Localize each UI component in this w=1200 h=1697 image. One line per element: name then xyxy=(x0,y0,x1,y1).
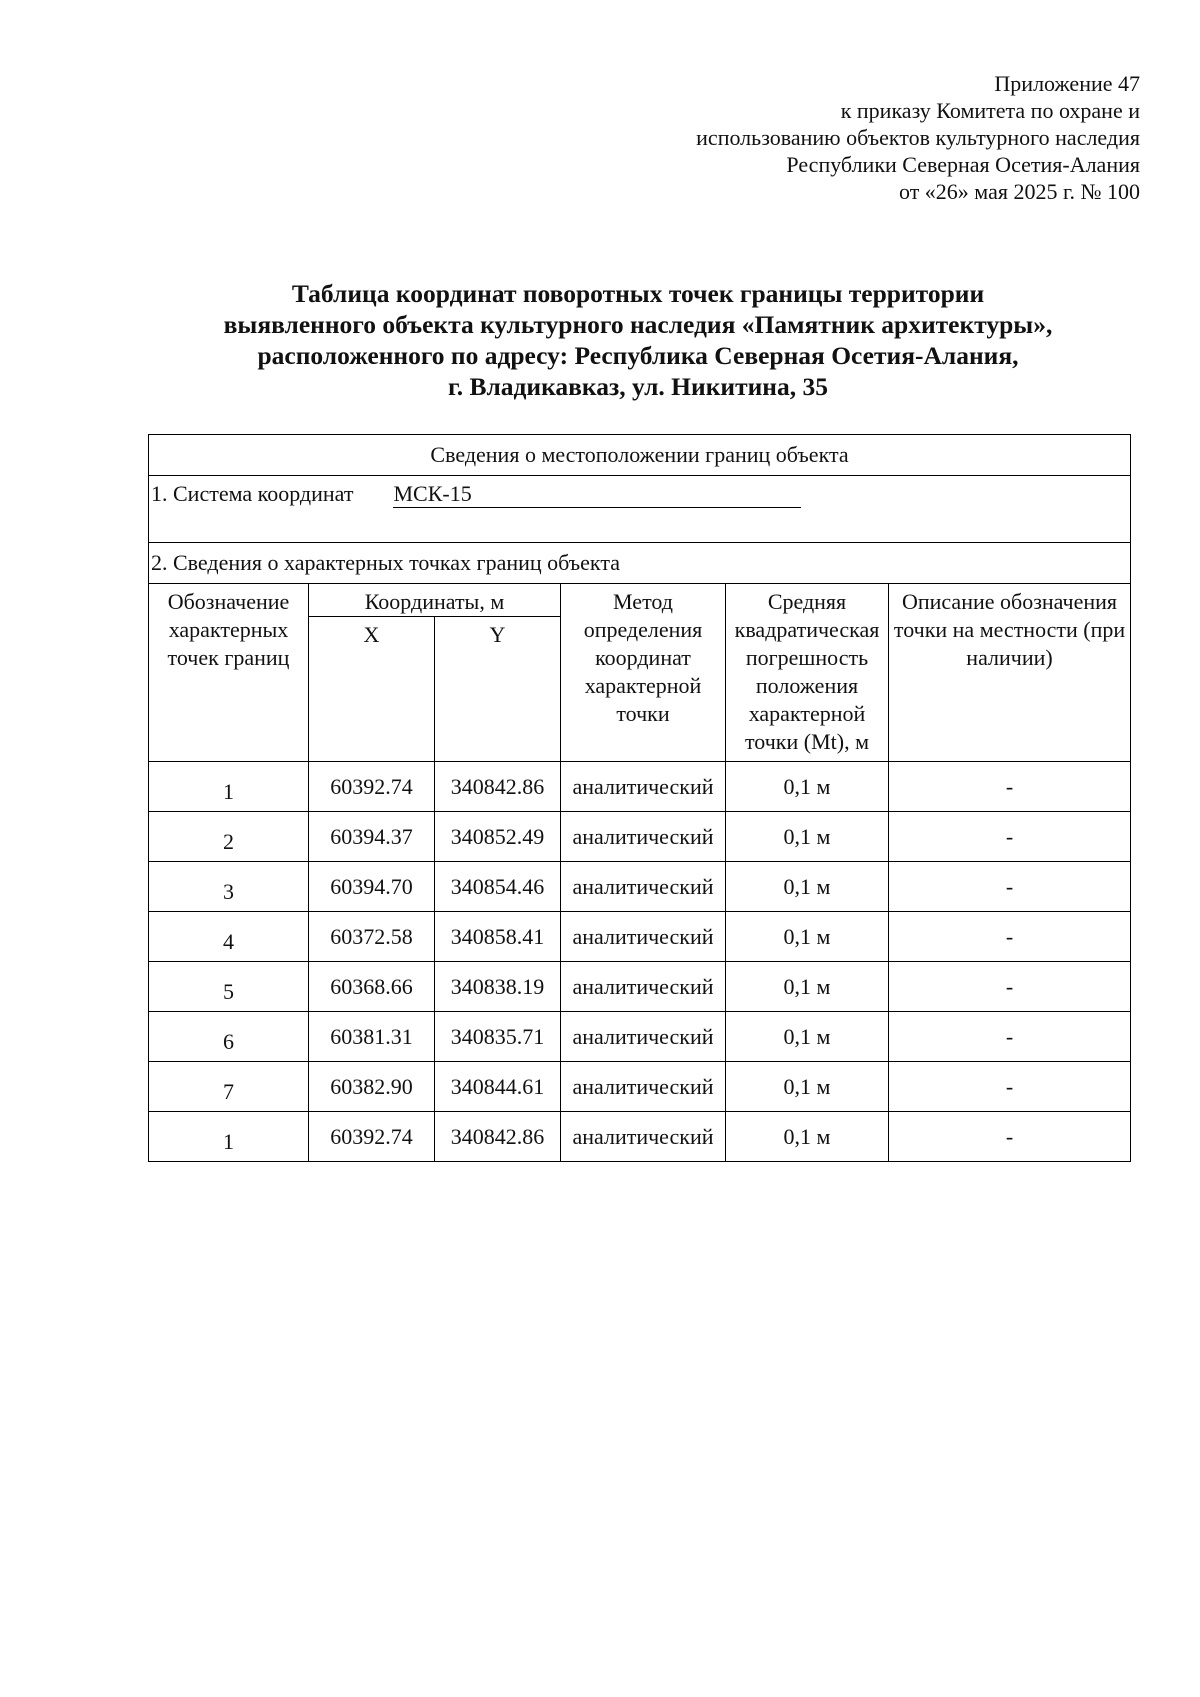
cell-error: 0,1 м xyxy=(726,1062,889,1112)
cell-description: - xyxy=(889,962,1131,1012)
cell-description: - xyxy=(889,812,1131,862)
cell-method: аналитический xyxy=(561,762,726,812)
coord-system-row xyxy=(149,476,1131,543)
table-row xyxy=(149,962,1131,1012)
title-line: выявленного объекта культурного наследия «Памятник архитектуры», xyxy=(223,310,1053,339)
document-title xyxy=(140,278,1136,402)
table-row xyxy=(149,912,1131,962)
cell-error: 0,1 м xyxy=(726,912,889,962)
cell-error: 0,1 м xyxy=(726,1012,889,1062)
appendix-line: к приказу Комитета по охране и xyxy=(840,98,1140,123)
section-header: Сведения о местоположении границ объекта xyxy=(149,435,1131,476)
cell-point: 2 xyxy=(149,812,309,862)
col-coordinates-header: Координаты, м xyxy=(309,584,561,617)
title-line: г. Владикавказ, ул. Никитина, 35 xyxy=(448,372,828,401)
cell-y: 340844.61 xyxy=(435,1062,561,1112)
cell-x: 60394.70 xyxy=(309,862,435,912)
cell-description: - xyxy=(889,1012,1131,1062)
cell-method: аналитический xyxy=(561,812,726,862)
cell-description: - xyxy=(889,912,1131,962)
col-error-header: Средняя квадратическая погрешность положения характерной точки (Mt), м xyxy=(726,584,889,762)
table-row xyxy=(149,812,1131,862)
table-row xyxy=(149,762,1131,812)
col-y-header: Y xyxy=(435,617,561,762)
cell-error: 0,1 м xyxy=(726,862,889,912)
cell-x: 60392.74 xyxy=(309,762,435,812)
cell-y: 340842.86 xyxy=(435,762,561,812)
cell-point: 1 xyxy=(149,762,309,812)
cell-method: аналитический xyxy=(561,912,726,962)
cell-y: 340858.41 xyxy=(435,912,561,962)
cell-point: 5 xyxy=(149,962,309,1012)
table-row xyxy=(149,862,1131,912)
cell-method: аналитический xyxy=(561,1012,726,1062)
appendix-line: Республики Северная Осетия-Алания xyxy=(786,152,1140,177)
appendix-line: использованию объектов культурного наследия xyxy=(696,125,1140,150)
cell-error: 0,1 м xyxy=(726,762,889,812)
coordinates-table xyxy=(148,434,1131,1162)
cell-method: аналитический xyxy=(561,1112,726,1162)
cell-description: - xyxy=(889,762,1131,812)
cell-description: - xyxy=(889,862,1131,912)
cell-y: 340854.46 xyxy=(435,862,561,912)
col-description-header: Описание обозначения точки на местности (при наличии) xyxy=(889,584,1131,762)
cell-description: - xyxy=(889,1062,1131,1112)
cell-error: 0,1 м xyxy=(726,812,889,862)
appendix-block xyxy=(500,70,1140,205)
table-row xyxy=(149,1112,1131,1162)
cell-point: 7 xyxy=(149,1062,309,1112)
cell-method: аналитический xyxy=(561,962,726,1012)
cell-method: аналитический xyxy=(561,862,726,912)
cell-x: 60368.66 xyxy=(309,962,435,1012)
coord-system-label: 1. Система координат xyxy=(151,481,354,506)
cell-y: 340852.49 xyxy=(435,812,561,862)
col-designation-header: Обозначение характерных точек границ xyxy=(149,584,309,762)
cell-x: 60381.31 xyxy=(309,1012,435,1062)
cell-x: 60382.90 xyxy=(309,1062,435,1112)
points-header: 2. Сведения о характерных точках границ объекта xyxy=(149,543,1131,584)
cell-description: - xyxy=(889,1112,1131,1162)
cell-x: 60394.37 xyxy=(309,812,435,862)
cell-y: 340842.86 xyxy=(435,1112,561,1162)
cell-x: 60372.58 xyxy=(309,912,435,962)
title-line: расположенного по адресу: Республика Северная Осетия-Алания, xyxy=(257,341,1019,370)
col-x-header: X xyxy=(309,617,435,762)
appendix-line: от «26» мая 2025 г. № 100 xyxy=(898,179,1140,204)
table-row xyxy=(149,1012,1131,1062)
cell-error: 0,1 м xyxy=(726,962,889,1012)
appendix-line: Приложение 47 xyxy=(994,71,1140,96)
cell-method: аналитический xyxy=(561,1062,726,1112)
cell-point: 3 xyxy=(149,862,309,912)
cell-y: 340838.19 xyxy=(435,962,561,1012)
cell-y: 340835.71 xyxy=(435,1012,561,1062)
cell-point: 4 xyxy=(149,912,309,962)
coord-system-value: МСК-15 xyxy=(393,481,801,508)
col-method-header: Метод определения координат характерной точки xyxy=(561,584,726,762)
cell-point: 1 xyxy=(149,1112,309,1162)
cell-x: 60392.74 xyxy=(309,1112,435,1162)
table-row xyxy=(149,1062,1131,1112)
cell-point: 6 xyxy=(149,1012,309,1062)
cell-error: 0,1 м xyxy=(726,1112,889,1162)
title-line: Таблица координат поворотных точек границы территории xyxy=(291,279,985,308)
